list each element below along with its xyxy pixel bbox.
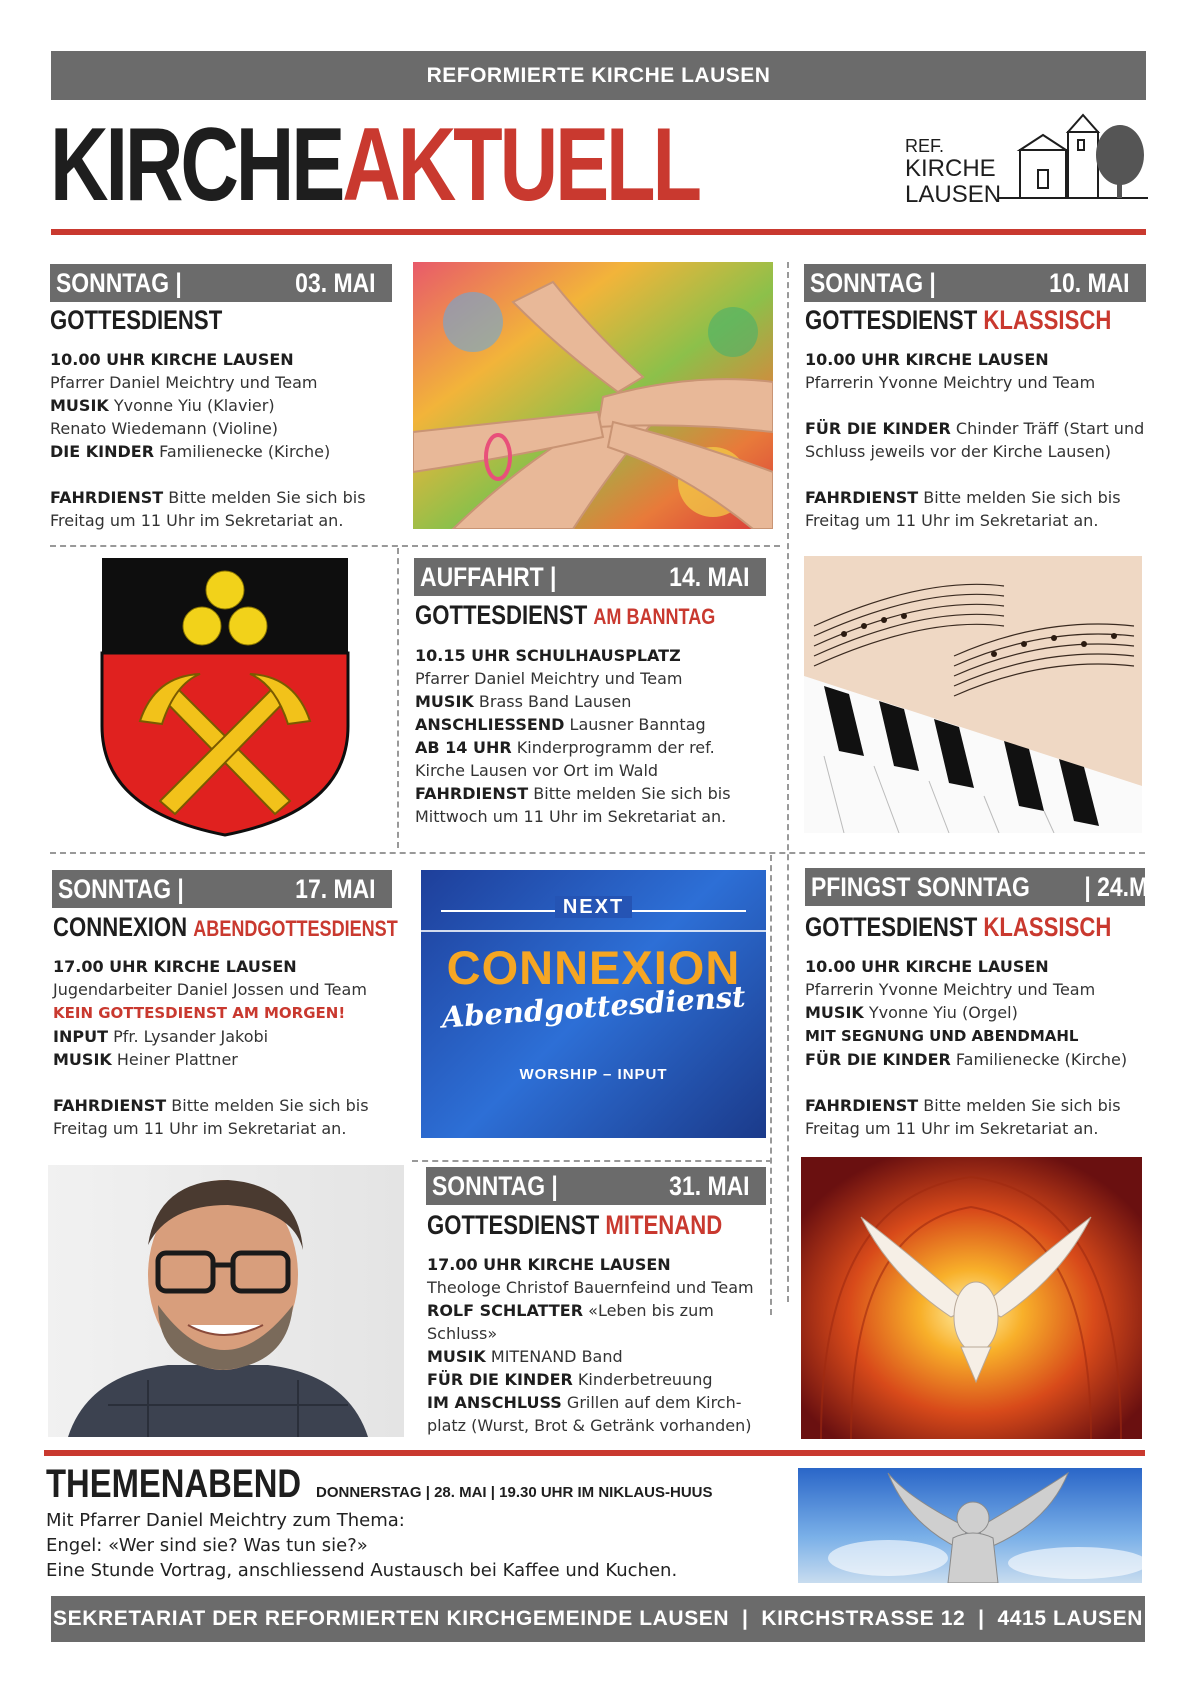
angel-photo bbox=[798, 1468, 1142, 1583]
themen-line: Eine Stunde Vortrag, anschliessend Austausch bei Kaffee und Kuchen. bbox=[46, 1560, 678, 1581]
event5-date: | 24.MAI bbox=[1083, 871, 1171, 902]
poster-sub: WORSHIP – INPUT bbox=[519, 1066, 668, 1083]
event6-label: ROLF SCHLATTER bbox=[427, 1301, 584, 1320]
event3-line: Mittwoch um 11 Uhr im Sekretariat an. bbox=[415, 807, 727, 826]
top-banner bbox=[51, 51, 1146, 100]
event1-body bbox=[50, 348, 390, 532]
separator bbox=[397, 548, 399, 848]
event5-day: PFINGST SONNTAG bbox=[811, 871, 1030, 902]
event2-body bbox=[805, 348, 1150, 532]
event4-time: 17.00 UHR KIRCHE LAUSEN bbox=[53, 957, 297, 976]
masthead-black: KIRCHE bbox=[50, 107, 343, 223]
event4-line: Pfr. Lysander Jakobi bbox=[107, 1027, 269, 1046]
event2-title-red: KLASSISCH bbox=[983, 305, 1112, 335]
event4-title-main: CONNEXION bbox=[53, 912, 188, 942]
event5-line: Bitte melden Sie sich bis bbox=[918, 1096, 1121, 1115]
event2-date: 10. MAI bbox=[1049, 267, 1130, 298]
event1-label: DIE KINDER bbox=[50, 442, 155, 461]
event3-date: 14. MAI bbox=[669, 561, 750, 592]
event1-line: Pfarrer Daniel Meichtry und Team bbox=[50, 373, 318, 392]
event4-label: INPUT bbox=[53, 1027, 108, 1046]
event3-line: Pfarrer Daniel Meichtry und Team bbox=[415, 669, 683, 688]
event5-body bbox=[805, 955, 1150, 1140]
event3-day: AUFFAHRT | bbox=[420, 561, 557, 592]
separator bbox=[50, 852, 1145, 854]
event3-title-red: AM BANNTAG bbox=[593, 604, 716, 629]
event1-label: MUSIK bbox=[50, 396, 109, 415]
event5-title-main: GOTTESDIENST bbox=[805, 912, 978, 942]
event5-label: MIT SEGNUNG UND ABENDMAHL bbox=[805, 1027, 1079, 1045]
separator bbox=[412, 1160, 772, 1162]
event3-label: MUSIK bbox=[415, 692, 474, 711]
event3-title-main: GOTTESDIENST bbox=[415, 600, 588, 630]
event5-title-red: KLASSISCH bbox=[983, 912, 1112, 942]
event2-title-main: GOTTESDIENST bbox=[805, 305, 978, 335]
event5-label: FÜR DIE KINDER bbox=[805, 1050, 951, 1069]
event6-label: IM ANSCHLUSS bbox=[427, 1393, 562, 1412]
event3-line: Kirche Lausen vor Ort im Wald bbox=[415, 761, 659, 780]
event1-date: 03. MAI bbox=[295, 267, 376, 298]
event4-title bbox=[53, 912, 398, 943]
event6-label: MUSIK bbox=[427, 1347, 486, 1366]
event6-title-red: MITENAND bbox=[605, 1210, 723, 1240]
event3-time: 10.15 UHR SCHULHAUSPLATZ bbox=[415, 646, 681, 665]
event6-line: platz (Wurst, Brot & Getränk vorhanden) bbox=[427, 1416, 752, 1435]
church-logo bbox=[905, 110, 1145, 210]
event3-label: FAHRDIENST bbox=[415, 784, 529, 803]
event6-line: MITENAND Band bbox=[485, 1347, 623, 1366]
event4-body bbox=[53, 955, 393, 1140]
church-drawing-icon bbox=[998, 110, 1148, 210]
header-rule bbox=[51, 229, 1146, 235]
event5-title bbox=[805, 912, 1111, 943]
event2-label: FAHRDIENST bbox=[805, 488, 919, 507]
poster-script: Abendgottesdienst bbox=[440, 979, 747, 1035]
event1-label: FAHRDIENST bbox=[50, 488, 164, 507]
piano-sheet-music-photo bbox=[804, 556, 1142, 833]
themen-meta: DONNERSTAG | 28. MAI | 19.30 UHR IM NIKLAUS-HUUS bbox=[316, 1484, 713, 1501]
poster-next-text: NEXT bbox=[555, 896, 632, 918]
top-banner-text: REFORMIERTE KIRCHE LAUSEN bbox=[426, 63, 771, 87]
event6-date: 31. MAI bbox=[669, 1170, 750, 1201]
event1-day: SONNTAG | bbox=[56, 267, 182, 298]
event5-header bbox=[805, 868, 1171, 906]
event3-body bbox=[415, 644, 775, 828]
event2-title bbox=[805, 305, 1111, 336]
event2-label: FÜR DIE KINDER bbox=[805, 419, 951, 438]
event5-line: Freitag um 11 Uhr im Sekretariat an. bbox=[805, 1119, 1099, 1138]
event6-line: Schluss» bbox=[427, 1324, 498, 1343]
coat-of-arms-image bbox=[100, 556, 350, 837]
themen-rule bbox=[44, 1450, 1145, 1456]
poster-next bbox=[421, 896, 766, 919]
event4-label: MUSIK bbox=[53, 1050, 112, 1069]
event2-header bbox=[804, 264, 1146, 302]
event2-line: Chinder Träff (Start und bbox=[950, 419, 1145, 438]
separator bbox=[50, 545, 780, 547]
event3-line: Bitte melden Sie sich bis bbox=[528, 784, 731, 803]
event3-header bbox=[414, 558, 766, 596]
event6-line: «Leben bis zum bbox=[583, 1301, 714, 1320]
themen-body bbox=[46, 1508, 786, 1583]
event2-line: Schluss jeweils vor der Kirche Lausen) bbox=[805, 442, 1112, 461]
portrait-photo bbox=[48, 1165, 404, 1437]
dove-photo bbox=[801, 1157, 1142, 1439]
event1-time: 10.00 UHR KIRCHE LAUSEN bbox=[50, 350, 294, 369]
event1-line: Yvonne Yiu (Klavier) bbox=[108, 396, 275, 415]
event4-line: Bitte melden Sie sich bis bbox=[166, 1096, 369, 1115]
event5-label: MUSIK bbox=[805, 1003, 864, 1022]
event2-line: Pfarrerin Yvonne Meichtry und Team bbox=[805, 373, 1096, 392]
event6-line: Kinderbetreuung bbox=[572, 1370, 713, 1389]
poster-name: CONNEXION bbox=[446, 941, 741, 994]
event6-title-main: GOTTESDIENST bbox=[427, 1210, 600, 1240]
themen-line: Engel: «Wer sind sie? Was tun sie?» bbox=[46, 1535, 368, 1556]
event4-date: 17. MAI bbox=[295, 873, 376, 904]
event1-header bbox=[50, 264, 392, 302]
event4-label: FAHRDIENST bbox=[53, 1096, 167, 1115]
event3-label: AB 14 UHR bbox=[415, 738, 512, 757]
event2-day: SONNTAG | bbox=[810, 267, 936, 298]
event6-body bbox=[427, 1253, 777, 1437]
event6-label: FÜR DIE KINDER bbox=[427, 1370, 573, 1389]
logo-ref: REF. bbox=[905, 136, 945, 156]
event3-line: Lausner Banntag bbox=[564, 715, 706, 734]
themen-line: Mit Pfarrer Daniel Meichtry zum Thema: bbox=[46, 1510, 405, 1531]
event6-header bbox=[426, 1167, 766, 1205]
separator bbox=[787, 262, 789, 1302]
event5-label: FAHRDIENST bbox=[805, 1096, 919, 1115]
event4-header bbox=[52, 870, 392, 908]
event3-label: ANSCHLIESSEND bbox=[415, 715, 565, 734]
masthead-red: AKTUELL bbox=[342, 107, 699, 223]
event5-line: Pfarrerin Yvonne Meichtry und Team bbox=[805, 980, 1096, 999]
event1-title: GOTTESDIENST bbox=[50, 305, 223, 335]
event3-line: Kinderprogramm der ref. bbox=[511, 738, 715, 757]
event4-warning: KEIN GOTTESDIENST AM MORGEN! bbox=[53, 1004, 346, 1022]
event4-day: SONNTAG | bbox=[58, 873, 184, 904]
event6-line: Theologe Christof Bauernfeind und Team bbox=[427, 1278, 754, 1297]
separator bbox=[770, 855, 772, 1315]
logo-kirche: KIRCHE bbox=[905, 155, 996, 182]
poster-line bbox=[421, 930, 766, 932]
themen-title: THEMENABEND bbox=[46, 1462, 302, 1506]
event3-title bbox=[415, 600, 715, 631]
footer-bar bbox=[51, 1596, 1145, 1642]
hands-photo bbox=[413, 262, 773, 529]
event6-day: SONNTAG | bbox=[432, 1170, 558, 1201]
event6-time: 17.00 UHR KIRCHE LAUSEN bbox=[427, 1255, 671, 1274]
event2-time: 10.00 UHR KIRCHE LAUSEN bbox=[805, 350, 1049, 369]
event6-title bbox=[427, 1210, 722, 1241]
event2-line: Freitag um 11 Uhr im Sekretariat an. bbox=[805, 511, 1099, 530]
logo-lausen: LAUSEN bbox=[905, 181, 1002, 208]
event4-line: Heiner Plattner bbox=[111, 1050, 238, 1069]
event6-line: Grillen auf dem Kirch- bbox=[561, 1393, 742, 1412]
masthead bbox=[50, 107, 699, 223]
footer-text: SEKRETARIAT DER REFORMIERTEN KIRCHGEMEINDE LAUSEN | KIRCHSTRASSE 12 | 4415 LAUSEN bbox=[53, 1607, 1143, 1630]
event4-title-red: ABENDGOTTESDIENST bbox=[193, 916, 398, 941]
connexion-poster bbox=[421, 870, 766, 1138]
event4-line: Jugendarbeiter Daniel Jossen und Team bbox=[53, 980, 367, 999]
event5-time: 10.00 UHR KIRCHE LAUSEN bbox=[805, 957, 1049, 976]
event5-line: Yvonne Yiu (Orgel) bbox=[863, 1003, 1018, 1022]
event1-line: Freitag um 11 Uhr im Sekretariat an. bbox=[50, 511, 344, 530]
event2-line: Bitte melden Sie sich bis bbox=[918, 488, 1121, 507]
event5-line: Familienecke (Kirche) bbox=[950, 1050, 1128, 1069]
event1-line: Renato Wiedemann (Violine) bbox=[50, 419, 279, 438]
event1-line: Familienecke (Kirche) bbox=[154, 442, 331, 461]
event1-line: Bitte melden Sie sich bis bbox=[163, 488, 366, 507]
event4-line: Freitag um 11 Uhr im Sekretariat an. bbox=[53, 1119, 347, 1138]
event3-line: Brass Band Lausen bbox=[473, 692, 632, 711]
